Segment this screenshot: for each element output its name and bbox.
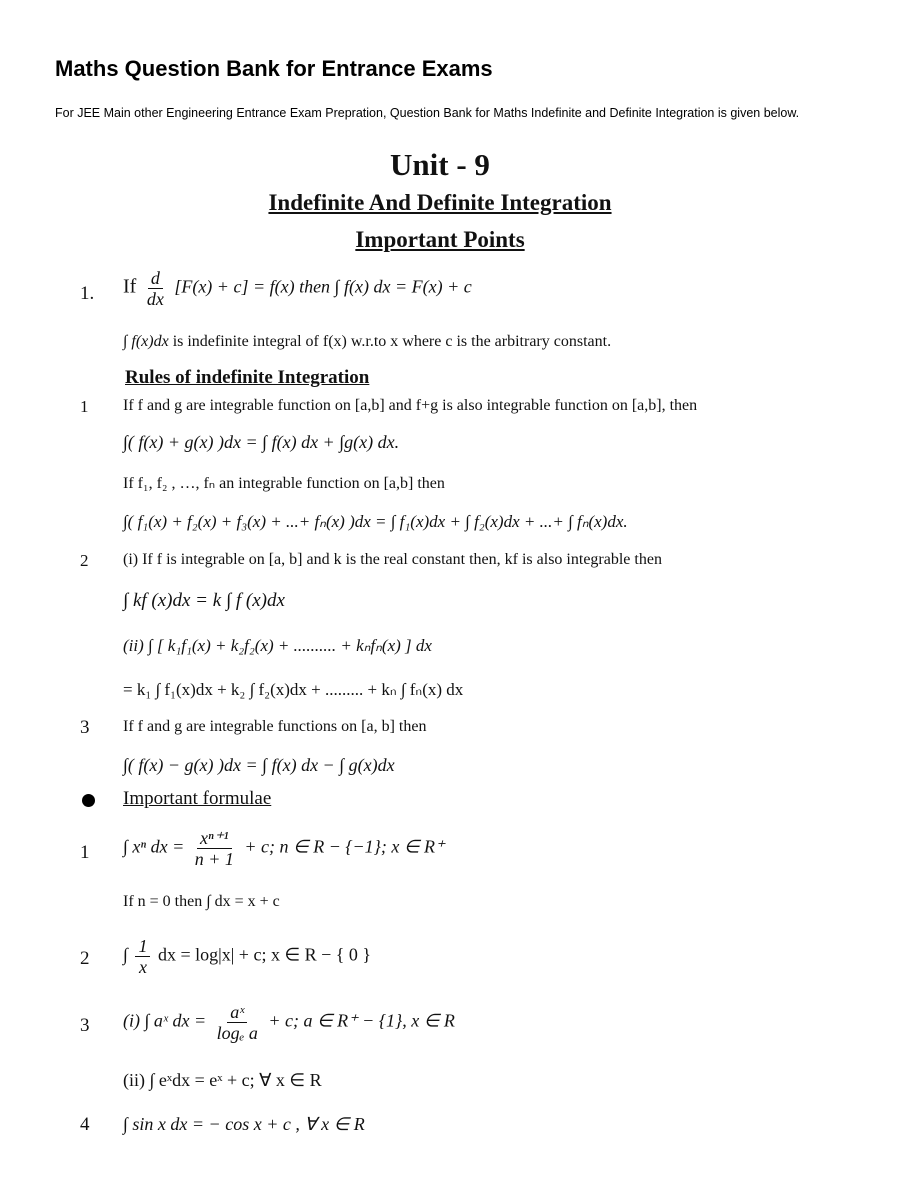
formula-text: (i) ∫ aˣ dx = <box>123 1010 207 1031</box>
point-1-note <box>123 333 611 351</box>
point-1-formula <box>123 268 472 309</box>
point-number: 1. <box>80 283 95 304</box>
rule-formula: = k₁ ∫ f₁(x)dx + k₂ ∫ f₂(x)dx + ......... + kₙ ∫ fₙ(x) dx <box>123 680 464 699</box>
derivative-fraction <box>144 268 167 309</box>
rule-text: (i) If f is integrable on [a, b] and k is the real constant then, kf is also integrable then <box>123 551 662 568</box>
formulae-heading: Important formulae <box>123 788 272 809</box>
formula-number: 1 <box>80 842 90 863</box>
unit-title: Unit - 9 <box>390 147 490 182</box>
formula-text: + c; a ∈ R⁺ − {1}, x ∈ R <box>268 1010 455 1031</box>
formula-note: If n = 0 then ∫ dx = x + c <box>123 893 280 910</box>
formula-number: 2 <box>80 948 90 969</box>
formula-3 <box>123 1002 455 1043</box>
note-text: is indefinite integral of f(x) w.r.to x where c is the arbitrary constant. <box>168 333 612 350</box>
fraction-numerator: d <box>148 268 163 289</box>
formula-text: dx = log|x| + c; x ∈ R − { 0 } <box>157 944 372 965</box>
rule-text: If f and g are integrable function on [a,b] and f+g is also integrable function on [a,b], then <box>123 397 698 414</box>
formula-2 <box>123 936 371 977</box>
rule-text: If f and g are integrable functions on [a, b] then <box>123 718 427 735</box>
intro-text: For JEE Main other Engineering Entrance Exam Prepration, Question Bank for Maths Indefinite and Definite Integration is given below. <box>55 106 800 120</box>
rule-formula: ∫ kf (x)dx = k ∫ f (x)dx <box>123 590 285 611</box>
rule-text: If f₁, f₂ , …, fₙ an integrable function on [a,b] then <box>123 475 445 492</box>
rule-formula: (ii) ∫ [ k₁f₁(x) + k₂f₂(x) + .......... + kₙfₙ(x) ] dx <box>123 636 432 655</box>
formula-number: 4 <box>80 1114 90 1135</box>
rule-formula: ∫( f₁(x) + f₂(x) + f₃(x) + ...+ fₙ(x) )dx = ∫ f₁(x)dx + ∫ f₂(x)dx + ...+ ∫ fₙ(x)dx. <box>123 512 628 531</box>
page-title: Maths Question Bank for Entrance Exams <box>55 56 493 81</box>
formula-3-ii: (ii) ∫ eˣdx = eˣ + c; ∀ x ∈ R <box>123 1070 322 1090</box>
fraction-denominator: x <box>138 957 147 977</box>
bullet-icon <box>82 794 95 807</box>
rule-number: 1 <box>80 397 89 416</box>
formula-text: [F(x) + c] = f(x) then ∫ f(x) dx = F(x) + c <box>174 276 472 297</box>
fraction-numerator: xⁿ⁺¹ <box>197 828 232 849</box>
formula-text: ∫ f(x)dx <box>123 333 169 350</box>
fraction-denominator: logₑ a <box>216 1023 258 1043</box>
section-heading: Important Points <box>355 227 525 252</box>
rule-formula: ∫( f(x) + g(x) )dx = ∫ f(x) dx + ∫g(x) dx. <box>123 432 400 452</box>
rules-heading: Rules of indefinite Integration <box>125 367 370 388</box>
formula-text: ∫ <box>123 944 128 965</box>
if-label: If <box>123 275 137 298</box>
fraction-denominator: dx <box>146 289 164 309</box>
formula-fraction <box>214 1002 261 1043</box>
formula-text: + c; n ∈ R − {−1}; x ∈ R⁺ <box>244 836 445 857</box>
formula-1 <box>123 828 445 869</box>
fraction-denominator: n + 1 <box>194 849 234 869</box>
formula-number: 3 <box>80 1015 90 1036</box>
formula-fraction <box>192 828 237 869</box>
formula-4: ∫ sin x dx = − cos x + c , ∀ x ∈ R <box>123 1114 365 1134</box>
rule-formula: ∫( f(x) − g(x) )dx = ∫ f(x) dx − ∫ g(x)dx <box>123 755 395 775</box>
fraction-numerator: 1 <box>135 936 150 957</box>
formula-fraction <box>135 936 150 977</box>
formula-text: ∫ xⁿ dx = <box>123 836 185 857</box>
unit-subtitle: Indefinite And Definite Integration <box>268 190 612 215</box>
rule-number: 3 <box>80 717 90 738</box>
rule-number: 2 <box>80 551 89 570</box>
fraction-numerator: aˣ <box>227 1002 247 1023</box>
